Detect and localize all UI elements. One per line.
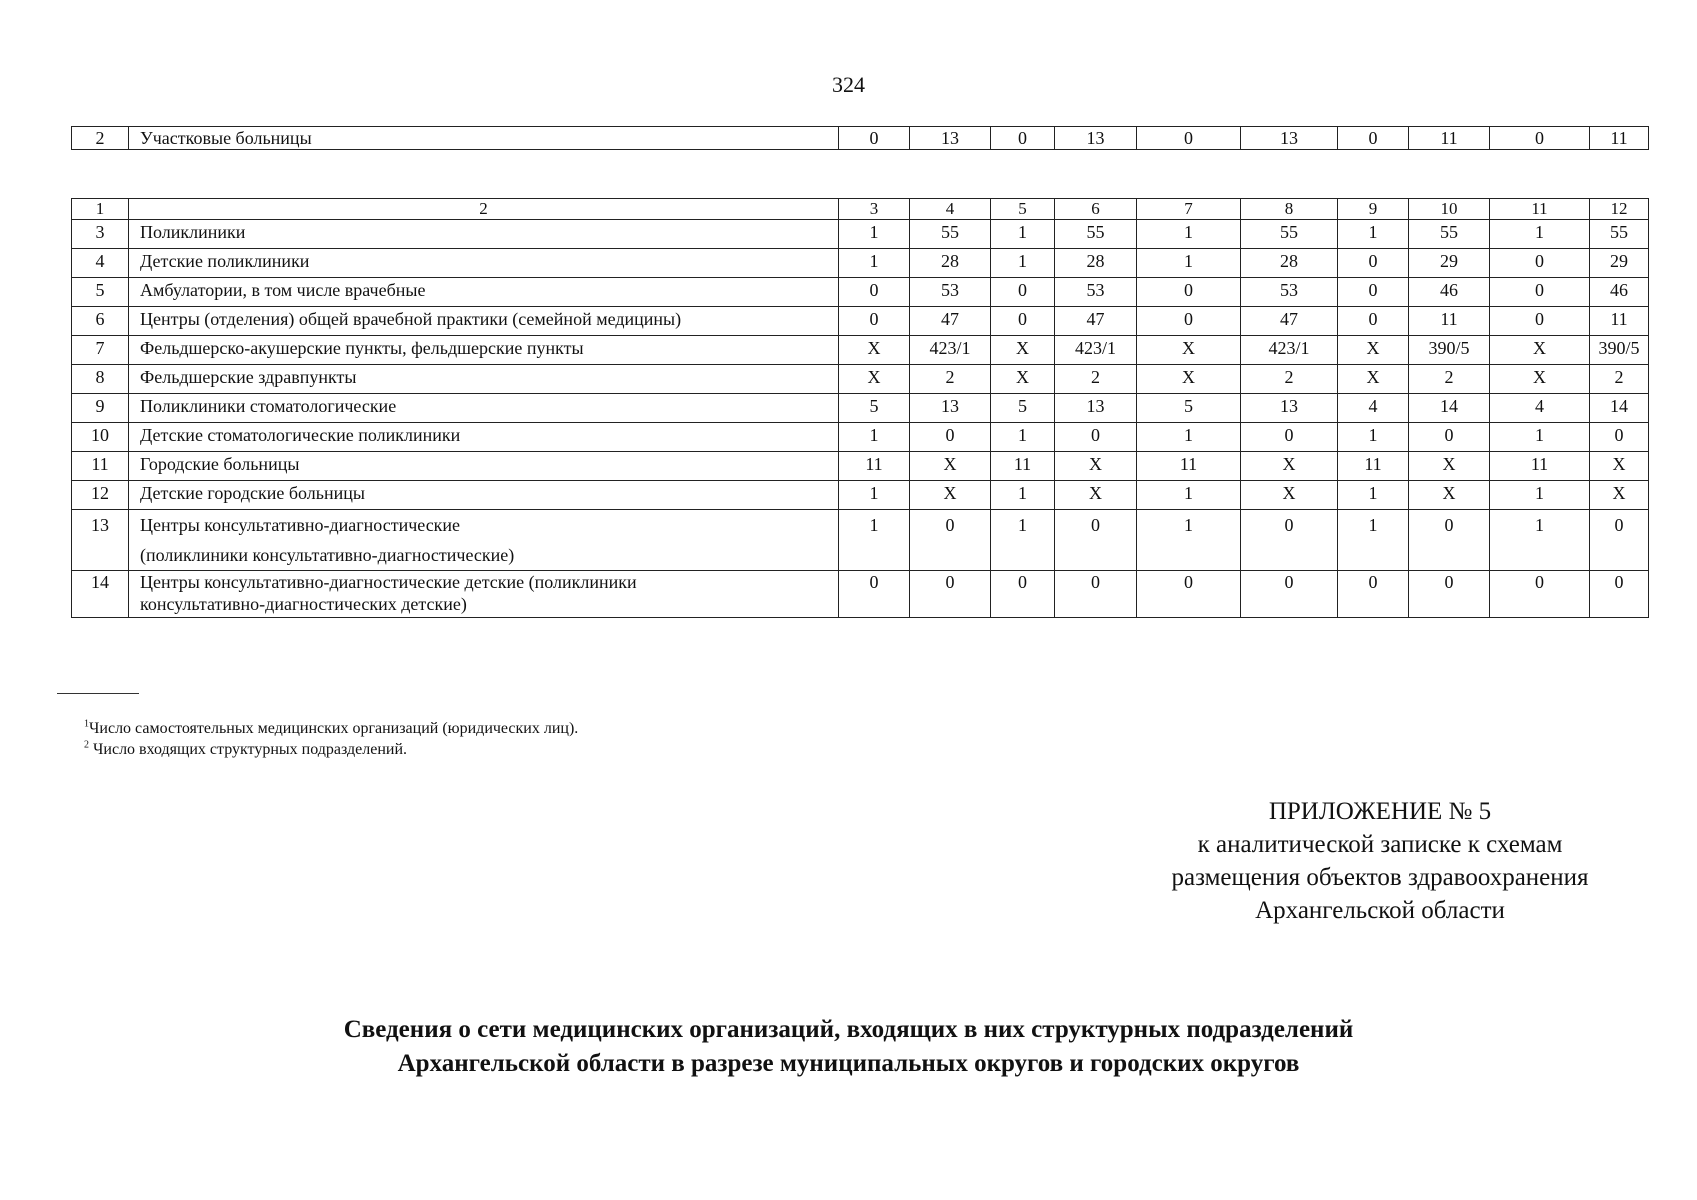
column-number: 12: [1590, 199, 1649, 220]
table-cell: 1: [991, 481, 1055, 510]
column-number: 2: [129, 199, 839, 220]
table-cell: 1: [1137, 220, 1241, 249]
table-cell: 0: [910, 423, 991, 452]
table-cell: 1: [1338, 510, 1409, 571]
table-row: [72, 394, 1649, 423]
table-cell: 1: [991, 423, 1055, 452]
row-number: 6: [72, 307, 129, 336]
table-cell: 0: [839, 127, 910, 150]
title-line-2: Архангельской области в разрезе муниципальных округов и городских округов: [397, 1050, 1300, 1077]
row-name: Центры (отделения) общей врачебной практики (семейной медицины): [129, 307, 839, 336]
table-cell: X: [1137, 336, 1241, 365]
table-cell: X: [991, 365, 1055, 394]
table-row: [72, 307, 1649, 336]
table-cell: 47: [910, 307, 991, 336]
table-cell: X: [1490, 336, 1590, 365]
table-cell: 47: [1055, 307, 1137, 336]
table-cell: 0: [1490, 127, 1590, 150]
row-number: 7: [72, 336, 129, 365]
table-cell: 55: [1241, 220, 1338, 249]
table-cell: 0: [991, 307, 1055, 336]
appendix-heading: [1110, 795, 1650, 927]
table-cell: 1: [839, 423, 910, 452]
appendix-number: ПРИЛОЖЕНИЕ № 5: [1268, 798, 1492, 825]
table-cell: 0: [1409, 571, 1490, 618]
table-cell: 0: [1590, 571, 1649, 618]
table-row: [72, 278, 1649, 307]
table-cell: 0: [1055, 510, 1137, 571]
table-cell: 2: [1409, 365, 1490, 394]
table-cell: 2: [1055, 365, 1137, 394]
appendix-line-4: Архангельской области: [1255, 897, 1505, 924]
row-number: 13: [72, 510, 129, 571]
row-number: 14: [72, 571, 129, 618]
row-number: 3: [72, 220, 129, 249]
table-cell: 53: [910, 278, 991, 307]
column-number-row: [72, 199, 1649, 220]
row-name-line-2: консультативно-диагностических детские): [140, 594, 467, 614]
table-cell: X: [910, 481, 991, 510]
table-cell: 1: [1490, 510, 1590, 571]
table-cell: 29: [1590, 249, 1649, 278]
column-number: 6: [1055, 199, 1137, 220]
table-row: [72, 510, 1649, 571]
table-cell: 1: [1137, 249, 1241, 278]
row-name: Детские городские больницы: [129, 481, 839, 510]
table-cell: X: [839, 336, 910, 365]
footnote-1: $^1$Число самостоятельных медицинских организаций (юридических лиц).: [84, 718, 579, 737]
table-cell: 0: [910, 571, 991, 618]
row-name: [129, 571, 839, 618]
table-cell: X: [1241, 481, 1338, 510]
table-cell: 1: [991, 220, 1055, 249]
table-cell: 13: [910, 394, 991, 423]
row-number: 9: [72, 394, 129, 423]
table-cell: 11: [839, 452, 910, 481]
table-cell: 11: [991, 452, 1055, 481]
row-name: Амбулатории, в том числе врачебные: [129, 278, 839, 307]
table-cell: 1: [1137, 510, 1241, 571]
table-cell: X: [910, 452, 991, 481]
table-cell: 0: [1137, 127, 1241, 150]
table-cell: 1: [839, 220, 910, 249]
column-number: 4: [910, 199, 991, 220]
table-row: [72, 452, 1649, 481]
table-cell: 1: [839, 481, 910, 510]
row-name: Детские стоматологические поликлиники: [129, 423, 839, 452]
table-cell: 423/1: [1055, 336, 1137, 365]
table-cell: 14: [1409, 394, 1490, 423]
row-number: 5: [72, 278, 129, 307]
table-cell: 11: [1338, 452, 1409, 481]
table-cell: 0: [839, 278, 910, 307]
table-cell: 13: [1055, 127, 1137, 150]
column-number: 10: [1409, 199, 1490, 220]
table-cell: X: [991, 336, 1055, 365]
table-cell: 11: [1590, 307, 1649, 336]
table-cell: 11: [1590, 127, 1649, 150]
table-cell: 0: [1137, 278, 1241, 307]
table-cell: 0: [1241, 510, 1338, 571]
table-cell: 55: [1055, 220, 1137, 249]
footnote-separator: [57, 693, 139, 694]
row-name: Поликлиники стоматологические: [129, 394, 839, 423]
table-cell: 29: [1409, 249, 1490, 278]
table-row: [72, 249, 1649, 278]
row-name-line-1: Центры консультативно-диагностические детские (поликлиники: [140, 572, 637, 592]
table-cell: 11: [1409, 127, 1490, 150]
table-cell: 0: [1590, 423, 1649, 452]
table-cell: X: [1338, 365, 1409, 394]
table-cell: 0: [1338, 278, 1409, 307]
column-number: 3: [839, 199, 910, 220]
table-cell: 14: [1590, 394, 1649, 423]
column-number: 7: [1137, 199, 1241, 220]
table-cell: 0: [1055, 571, 1137, 618]
table-cell: 0: [1590, 510, 1649, 571]
column-number: 11: [1490, 199, 1590, 220]
table-cell: 0: [991, 571, 1055, 618]
table-row: [72, 571, 1649, 618]
table-cell: 0: [991, 278, 1055, 307]
table-cell: 0: [1137, 571, 1241, 618]
document-title: [0, 1013, 1697, 1081]
table-row: [72, 336, 1649, 365]
row-name: Поликлиники: [129, 220, 839, 249]
table-cell: 1: [1338, 481, 1409, 510]
table-cell: 4: [1338, 394, 1409, 423]
footnotes: [84, 718, 578, 760]
row-number: 8: [72, 365, 129, 394]
column-number: 5: [991, 199, 1055, 220]
column-number: 8: [1241, 199, 1338, 220]
table-cell: 1: [1137, 423, 1241, 452]
table-cell: 1: [1338, 423, 1409, 452]
table-cell: 0: [1338, 127, 1409, 150]
table-cell: 1: [1137, 481, 1241, 510]
table-cell: X: [1241, 452, 1338, 481]
table-cell: 2: [1241, 365, 1338, 394]
row-name: Участковые больницы: [129, 127, 839, 150]
table-cell: 0: [1055, 423, 1137, 452]
table-cell: 55: [1409, 220, 1490, 249]
row-number: 10: [72, 423, 129, 452]
table-cell: 423/1: [910, 336, 991, 365]
table-cell: 0: [910, 510, 991, 571]
row-name-line-1: Центры консультативно-диагностические: [140, 515, 461, 535]
table-row: [72, 127, 1649, 150]
table-cell: 11: [1490, 452, 1590, 481]
row-number: 4: [72, 249, 129, 278]
table-cell: 0: [1338, 249, 1409, 278]
appendix-line-2: к аналитической записке к схемам: [1197, 831, 1563, 858]
table-cell: 55: [1590, 220, 1649, 249]
table-cell: 1: [1490, 220, 1590, 249]
table-cell: 1: [1490, 481, 1590, 510]
table-cell: X: [1055, 452, 1137, 481]
table-cell: 11: [1137, 452, 1241, 481]
table-cell: 0: [1409, 423, 1490, 452]
row-number: 2: [72, 127, 129, 150]
table-row: [72, 481, 1649, 510]
table-cell: 0: [839, 571, 910, 618]
row-name: Городские больницы: [129, 452, 839, 481]
table-cell: 0: [991, 127, 1055, 150]
table-row: [72, 423, 1649, 452]
table-cell: 2: [910, 365, 991, 394]
table-cell: X: [1409, 481, 1490, 510]
row-name: [129, 510, 839, 571]
table-cell: 423/1: [1241, 336, 1338, 365]
table-cell: X: [1590, 452, 1649, 481]
table-cell: 5: [991, 394, 1055, 423]
row-number: 11: [72, 452, 129, 481]
table-cell: X: [1590, 481, 1649, 510]
table-cell: 390/5: [1590, 336, 1649, 365]
table-cell: 390/5: [1409, 336, 1490, 365]
table-cell: 13: [1055, 394, 1137, 423]
table-cell: 5: [839, 394, 910, 423]
table-cell: 53: [1055, 278, 1137, 307]
table-cell: 1: [991, 249, 1055, 278]
table-row: [72, 220, 1649, 249]
row-name: Фельдшерские здравпункты: [129, 365, 839, 394]
row-number: 12: [72, 481, 129, 510]
row-name: Детские поликлиники: [129, 249, 839, 278]
table-cell: 0: [1490, 307, 1590, 336]
continuation-table: [71, 126, 1649, 150]
table-cell: 0: [1241, 571, 1338, 618]
table-cell: X: [839, 365, 910, 394]
row-name-line-2: (поликлиники консультативно-диагностические): [140, 545, 515, 565]
table-cell: 0: [1409, 510, 1490, 571]
table-row: [72, 365, 1649, 394]
column-number: 1: [72, 199, 129, 220]
table-cell: 5: [1137, 394, 1241, 423]
table-cell: 0: [1241, 423, 1338, 452]
table-cell: 53: [1241, 278, 1338, 307]
table-cell: 46: [1590, 278, 1649, 307]
table-cell: 47: [1241, 307, 1338, 336]
table-cell: 46: [1409, 278, 1490, 307]
page-number: 324: [832, 72, 865, 97]
table-cell: 13: [910, 127, 991, 150]
table-cell: 0: [1490, 278, 1590, 307]
table-cell: 0: [1338, 571, 1409, 618]
table-cell: 0: [839, 307, 910, 336]
table-cell: 28: [910, 249, 991, 278]
table-cell: 1: [991, 510, 1055, 571]
table-cell: 28: [1241, 249, 1338, 278]
appendix-line-3: размещения объектов здравоохранения: [1171, 864, 1589, 891]
table-cell: 28: [1055, 249, 1137, 278]
table-cell: 1: [839, 510, 910, 571]
table-cell: 1: [1338, 220, 1409, 249]
table-cell: 4: [1490, 394, 1590, 423]
table-cell: X: [1338, 336, 1409, 365]
table-cell: 0: [1490, 249, 1590, 278]
table-cell: X: [1137, 365, 1241, 394]
title-line-1: Сведения о сети медицинских организаций, входящих в них структурных подразделений: [343, 1016, 1354, 1043]
table-cell: X: [1409, 452, 1490, 481]
table-cell: 0: [1490, 571, 1590, 618]
footnote-2: $^2$ Число входящих структурных подразделений.: [84, 739, 408, 758]
table-cell: 0: [1338, 307, 1409, 336]
table-cell: 2: [1590, 365, 1649, 394]
table-cell: X: [1490, 365, 1590, 394]
table-cell: 1: [839, 249, 910, 278]
table-cell: 1: [1490, 423, 1590, 452]
table-cell: 55: [910, 220, 991, 249]
main-table: [71, 198, 1649, 618]
column-number: 9: [1338, 199, 1409, 220]
table-cell: X: [1055, 481, 1137, 510]
table-cell: 13: [1241, 394, 1338, 423]
table-cell: 11: [1409, 307, 1490, 336]
table-cell: 0: [1137, 307, 1241, 336]
table-cell: 13: [1241, 127, 1338, 150]
row-name: Фельдшерско-акушерские пункты, фельдшерские пункты: [129, 336, 839, 365]
